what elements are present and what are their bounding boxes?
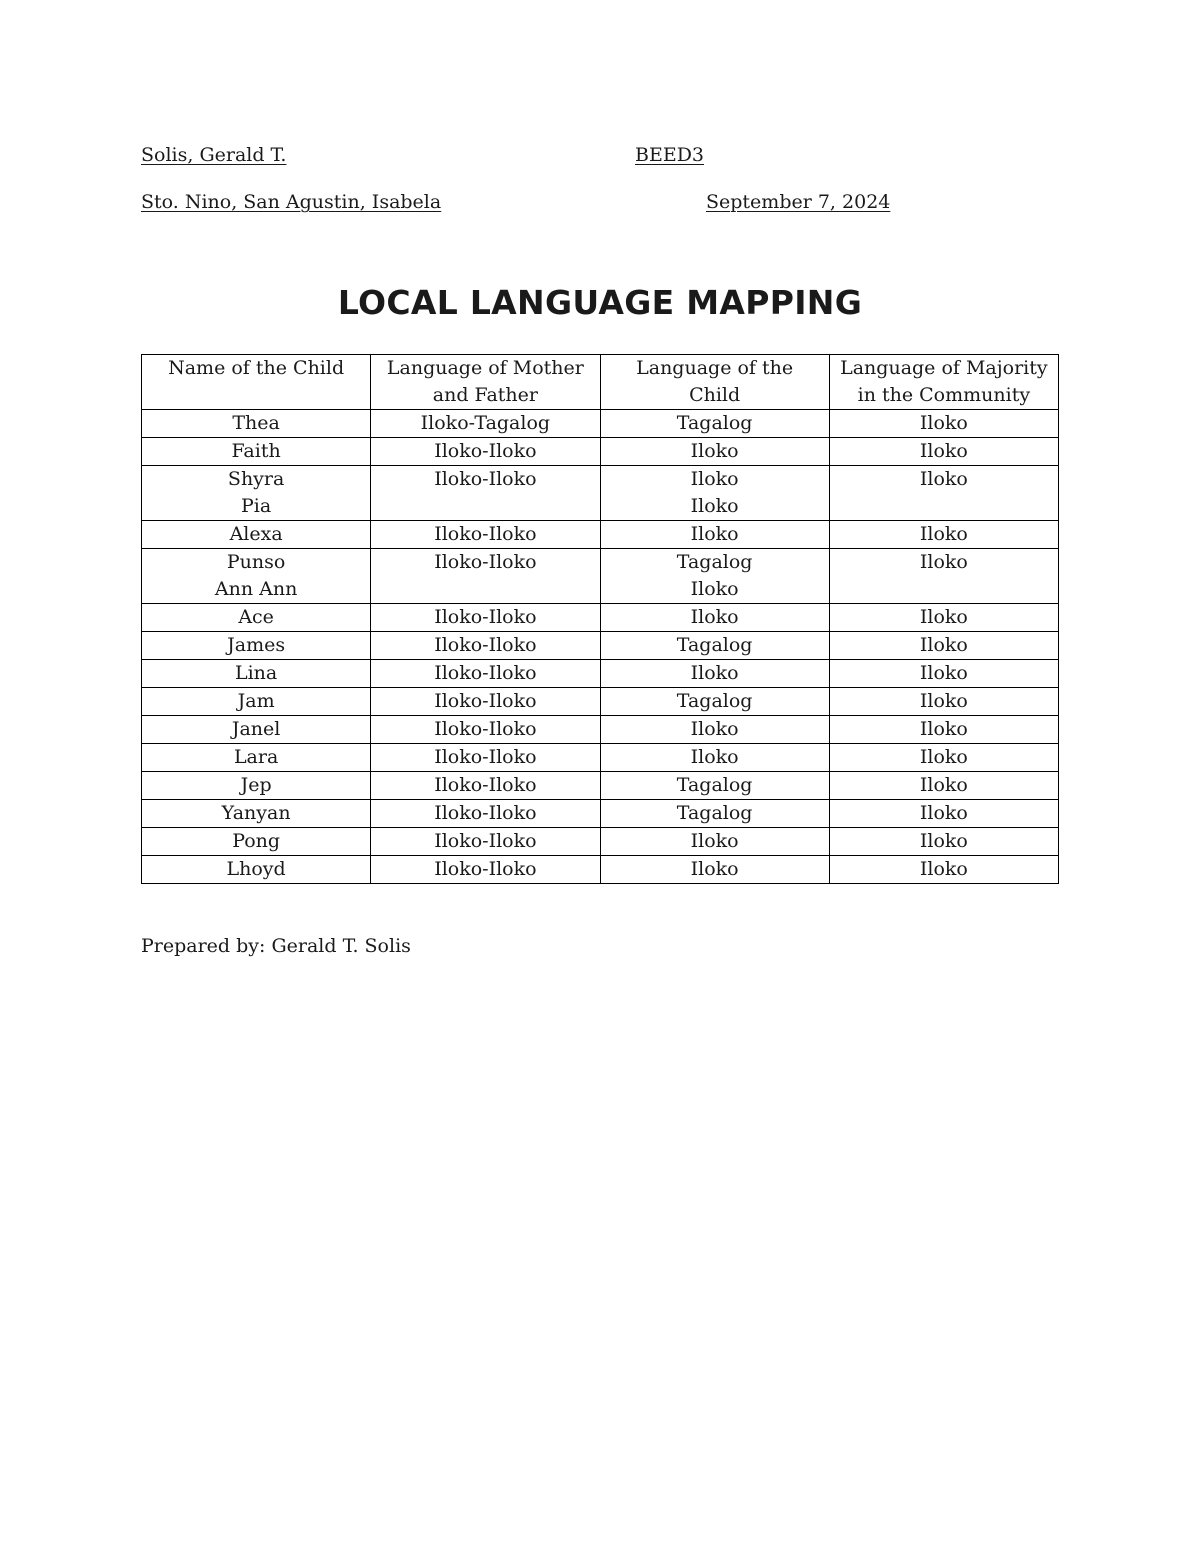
cell-child-language [600,438,829,466]
cell-text: Iloko [690,662,739,684]
header-text: Name of the Child [168,357,345,379]
cell-community-language [829,688,1058,716]
cell-text: Iloko [919,412,968,434]
cell-text: Iloko-Iloko [434,551,537,573]
cell-parents-language [371,828,600,856]
table-row [142,744,1059,772]
cell-community-language [829,800,1058,828]
cell-child-language [600,549,829,604]
cell-parents-language [371,660,600,688]
table-row [142,466,1059,521]
cell-text: Yanyan [221,802,291,824]
cell-child-language [600,521,829,549]
cell-community-language [829,744,1058,772]
table-row [142,438,1059,466]
header-text: Language of Majority [840,357,1048,379]
student-name: Solis, Gerald T. [141,144,287,166]
cell-text: Ann Ann [214,578,298,600]
cell-text: Iloko-Iloko [434,746,537,768]
cell-parents-language [371,716,600,744]
cell-text: Iloko [919,551,968,573]
table-row [142,772,1059,800]
cell-text: Iloko-Iloko [434,690,537,712]
cell-child-name [142,632,371,660]
document-title: LOCAL LANGUAGE MAPPING [337,283,863,322]
cell-child-language [600,660,829,688]
header-child-language [600,355,829,410]
cell-text: Iloko-Iloko [434,774,537,796]
table-body [142,410,1059,884]
cell-text: Iloko [690,746,739,768]
cell-text: James [227,634,286,656]
cell-child-name [142,744,371,772]
table-row [142,632,1059,660]
cell-text: Iloko [919,606,968,628]
cell-text: Ace [238,606,274,628]
header-text: Language of the [636,357,794,379]
cell-text: Tagalog [676,412,753,434]
cell-community-language [829,410,1058,438]
cell-text: Iloko [919,634,968,656]
cell-text: Iloko-Iloko [434,523,537,545]
cell-child-name [142,828,371,856]
cell-child-name [142,772,371,800]
cell-text: Faith [231,440,281,462]
header-parents-language [371,355,600,410]
cell-text: Iloko-Iloko [434,440,537,462]
table-row [142,688,1059,716]
cell-child-language [600,800,829,828]
table-row [142,716,1059,744]
cell-child-name [142,660,371,688]
cell-parents-language [371,856,600,884]
header-text: in the Community [857,384,1031,406]
cell-text: Tagalog [676,802,753,824]
cell-text: Thea [232,412,280,434]
header-child-name [142,355,371,410]
cell-text: Tagalog [676,690,753,712]
date-label: September 7, 2024 [706,191,891,213]
cell-community-language [829,632,1058,660]
cell-community-language [829,438,1058,466]
cell-child-name [142,438,371,466]
table-row [142,660,1059,688]
table-row [142,549,1059,604]
cell-text: Tagalog [676,551,753,573]
cell-community-language [829,828,1058,856]
cell-text: Iloko-Iloko [434,606,537,628]
cell-child-name [142,604,371,632]
cell-child-name [142,466,371,521]
cell-parents-language [371,800,600,828]
cell-text: Iloko [919,468,968,490]
address-label: Sto. Nino, San Agustin, Isabela [141,191,442,213]
cell-text: Iloko [919,440,968,462]
cell-parents-language [371,744,600,772]
cell-parents-language [371,604,600,632]
cell-child-name [142,856,371,884]
cell-child-name [142,410,371,438]
cell-parents-language [371,521,600,549]
cell-child-name [142,800,371,828]
cell-community-language [829,549,1058,604]
cell-child-language [600,716,829,744]
cell-child-language [600,772,829,800]
cell-child-language [600,744,829,772]
cell-text: Iloko [690,495,739,517]
cell-parents-language [371,410,600,438]
cell-text: Iloko [690,468,739,490]
table-row [142,800,1059,828]
cell-text: Iloko [919,523,968,545]
cell-text: Iloko [690,523,739,545]
cell-text: Janel [231,718,281,740]
course-label: BEED3 [635,144,705,166]
table-row [142,410,1059,438]
cell-text: Iloko-Iloko [434,634,537,656]
cell-text: Iloko [919,718,968,740]
cell-text: Iloko-Iloko [434,802,537,824]
header-community-language [829,355,1058,410]
table-header-row [142,355,1059,410]
cell-community-language [829,772,1058,800]
cell-child-name [142,549,371,604]
cell-text: Alexa [229,523,283,545]
cell-text: Shyra [227,468,285,490]
cell-parents-language [371,466,600,521]
cell-text: Iloko [919,858,968,880]
cell-child-language [600,410,829,438]
cell-text: Iloko [919,802,968,824]
cell-text: Iloko-Iloko [434,468,537,490]
table-row [142,856,1059,884]
cell-text: Lhoyd [226,858,286,880]
cell-child-language [600,828,829,856]
cell-text: Pong [232,830,281,852]
cell-parents-language [371,688,600,716]
cell-community-language [829,660,1058,688]
cell-text: Iloko [919,774,968,796]
cell-parents-language [371,632,600,660]
cell-text: Iloko [690,718,739,740]
cell-text: Iloko-Iloko [434,830,537,852]
cell-parents-language [371,772,600,800]
cell-text: Tagalog [676,634,753,656]
cell-text: Lina [234,662,278,684]
header-text: Language of Mother [386,357,584,379]
cell-community-language [829,466,1058,521]
cell-text: Jep [240,774,272,796]
cell-text: Iloko-Iloko [434,858,537,880]
cell-child-name [142,688,371,716]
cell-text: Iloko-Iloko [434,718,537,740]
cell-child-language [600,856,829,884]
cell-text: Pia [241,495,272,517]
cell-text: Iloko [690,606,739,628]
cell-text: Iloko [690,440,739,462]
cell-child-language [600,632,829,660]
cell-child-name [142,521,371,549]
cell-community-language [829,604,1058,632]
cell-parents-language [371,549,600,604]
cell-text: Iloko [919,662,968,684]
cell-text: Iloko-Tagalog [420,412,551,434]
cell-child-language [600,604,829,632]
cell-parents-language [371,438,600,466]
cell-community-language [829,716,1058,744]
cell-text: Lara [233,746,279,768]
table-row [142,521,1059,549]
cell-text: Jam [237,690,275,712]
cell-text: Iloko [690,578,739,600]
cell-text: Iloko [919,746,968,768]
cell-text: Iloko [919,690,968,712]
cell-child-language [600,688,829,716]
cell-child-language [600,466,829,521]
cell-text: Iloko [690,858,739,880]
table-row [142,828,1059,856]
table-row [142,604,1059,632]
cell-text: Iloko [690,830,739,852]
prepared-by: Prepared by: Gerald T. Solis [141,935,411,957]
cell-text: Iloko [919,830,968,852]
cell-text: Iloko-Iloko [434,662,537,684]
header-text: and Father [432,384,538,406]
cell-text: Punso [226,551,286,573]
cell-community-language [829,856,1058,884]
language-mapping-table [141,354,1059,884]
cell-child-name [142,716,371,744]
header-text: Child [689,384,741,406]
cell-text: Tagalog [676,774,753,796]
cell-community-language [829,521,1058,549]
